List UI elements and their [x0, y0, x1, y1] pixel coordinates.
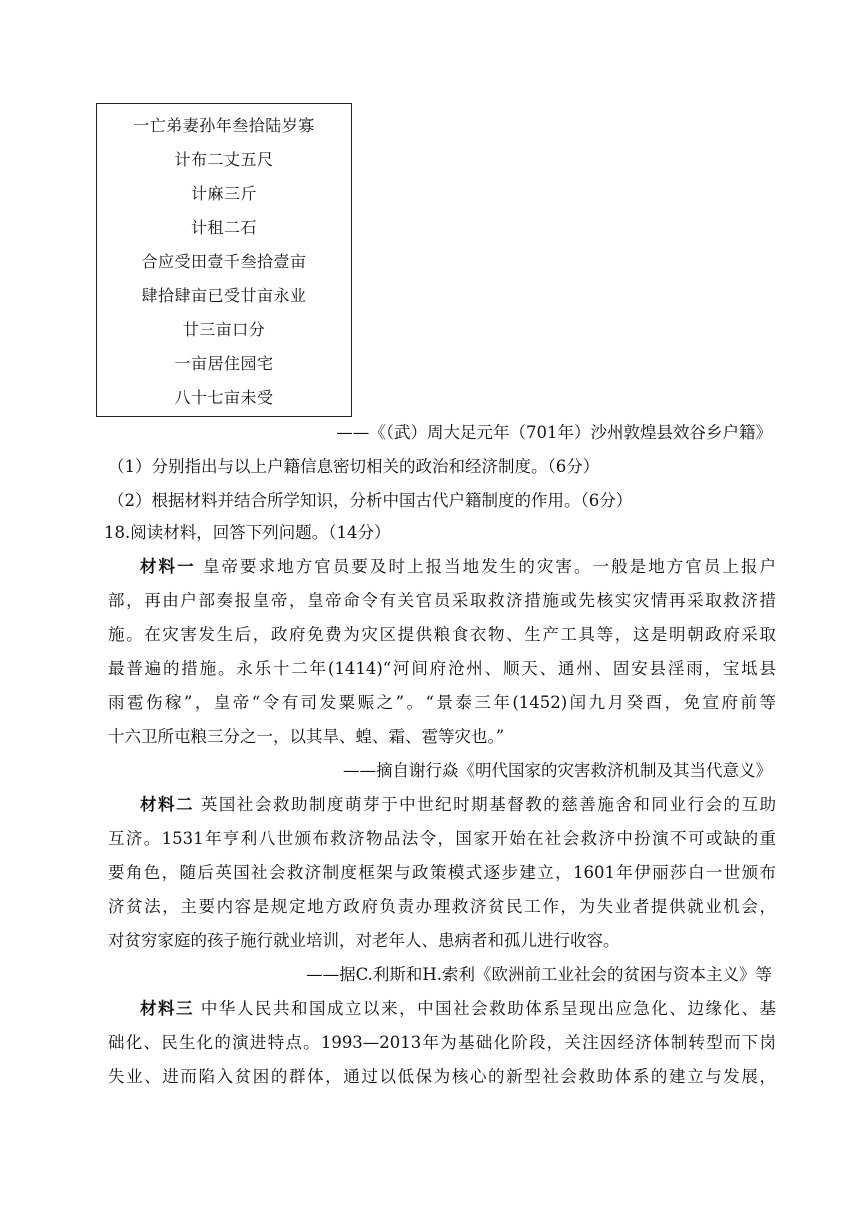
register-source: ——《（武）周大足元年（701年）沙州敦煌县效谷乡户籍》: [336, 423, 772, 442]
register-line: 一亩居住园宅: [174, 354, 274, 373]
material-2-label: 材料二: [140, 795, 195, 814]
material-1-line: 最普遍的措施。永乐十二年(1414)“河间府沧州、顺天、通州、固安县淫雨，宝坻县: [108, 659, 776, 678]
register-line: 八十七亩未受: [174, 388, 274, 407]
material-3-line: 础化、民生化的演进特点。1993—2013年为基础化阶段，关注因经济体制转型而下岗: [108, 1033, 776, 1052]
household-register-box: [96, 103, 352, 417]
material-2-source: ——据C.利斯和H.索利《欧洲前工业社会的贫困与资本主义》等: [306, 965, 772, 984]
material-1-label: 材料一: [140, 557, 196, 576]
question-17-1: （1）分别指出与以上户籍信息密切相关的政治和经济制度。（6分）: [108, 457, 600, 476]
register-line: 肆拾肆亩已受廿亩永业: [141, 286, 307, 305]
material-3-label: 材料三: [140, 999, 195, 1018]
material-1-line: 十六卫所屯粮三分之一，以其旱、蝗、霜、雹等灾也。”: [108, 727, 505, 746]
material-2-line: 济贫法，主要内容是规定地方政府负责办理救济贫民工作，为失业者提供就业机会，: [108, 897, 776, 916]
register-line: 计麻三斤: [190, 184, 257, 203]
material-1-line: 部，再由户部奏报皇帝，皇帝命令有关官员采取救济措施或先核实灾情再采取救济措: [108, 591, 776, 610]
material-2-line: 要角色，随后英国社会救济制度框架与政策模式逐步建立，1601年伊丽莎白一世颁布: [108, 863, 776, 882]
question-18-title: 18.阅读材料，回答下列问题。（14分）: [104, 523, 391, 542]
material-3-line: 失业、进而陷入贫困的群体，通过以低保为核心的新型社会救助体系的建立与发展，: [108, 1067, 776, 1086]
material-1-source: ——摘自谢行焱《明代国家的灾害救济机制及其当代意义》: [343, 761, 772, 780]
material-2-line: 对贫穷家庭的孩子施行就业培训，对老年人、患病者和孤儿进行收容。: [108, 931, 620, 950]
material-1-line: 雨雹伤稼”，皇帝“令有司发粟赈之”。“景泰三年(1452)闰九月癸酉，免宣府前等: [108, 693, 776, 712]
register-line: 一亡弟妻孙年叁拾陆岁寡: [133, 116, 315, 135]
material-3-line: 材料三 中华人民共和国成立以来，中国社会救助体系呈现出应急化、边缘化、基: [140, 999, 777, 1018]
register-line: 计布二丈五尺: [174, 150, 274, 169]
register-line: 廿三亩口分: [182, 320, 266, 339]
register-line: 计租二石: [190, 218, 257, 237]
material-2-line: 互济。1531年亨利八世颁布救济物品法令，国家开始在社会救济中扮演不可或缺的重: [108, 829, 776, 848]
register-line: 合应受田壹千叁拾壹亩: [141, 252, 307, 271]
material-2-line: 材料二 英国社会救助制度萌芽于中世纪时期基督教的慈善施舍和同业行会的互助: [140, 795, 777, 814]
material-1-line: 施。在灾害发生后，政府免费为灾区提供粮食衣物、生产工具等，这是明朝政府采取: [108, 625, 776, 644]
material-1-line: 材料一 皇帝要求地方官员要及时上报当地发生的灾害。一般是地方官员上报户: [140, 557, 776, 576]
question-17-2: （2）根据材料并结合所学知识，分析中国古代户籍制度的作用。（6分）: [108, 491, 633, 510]
